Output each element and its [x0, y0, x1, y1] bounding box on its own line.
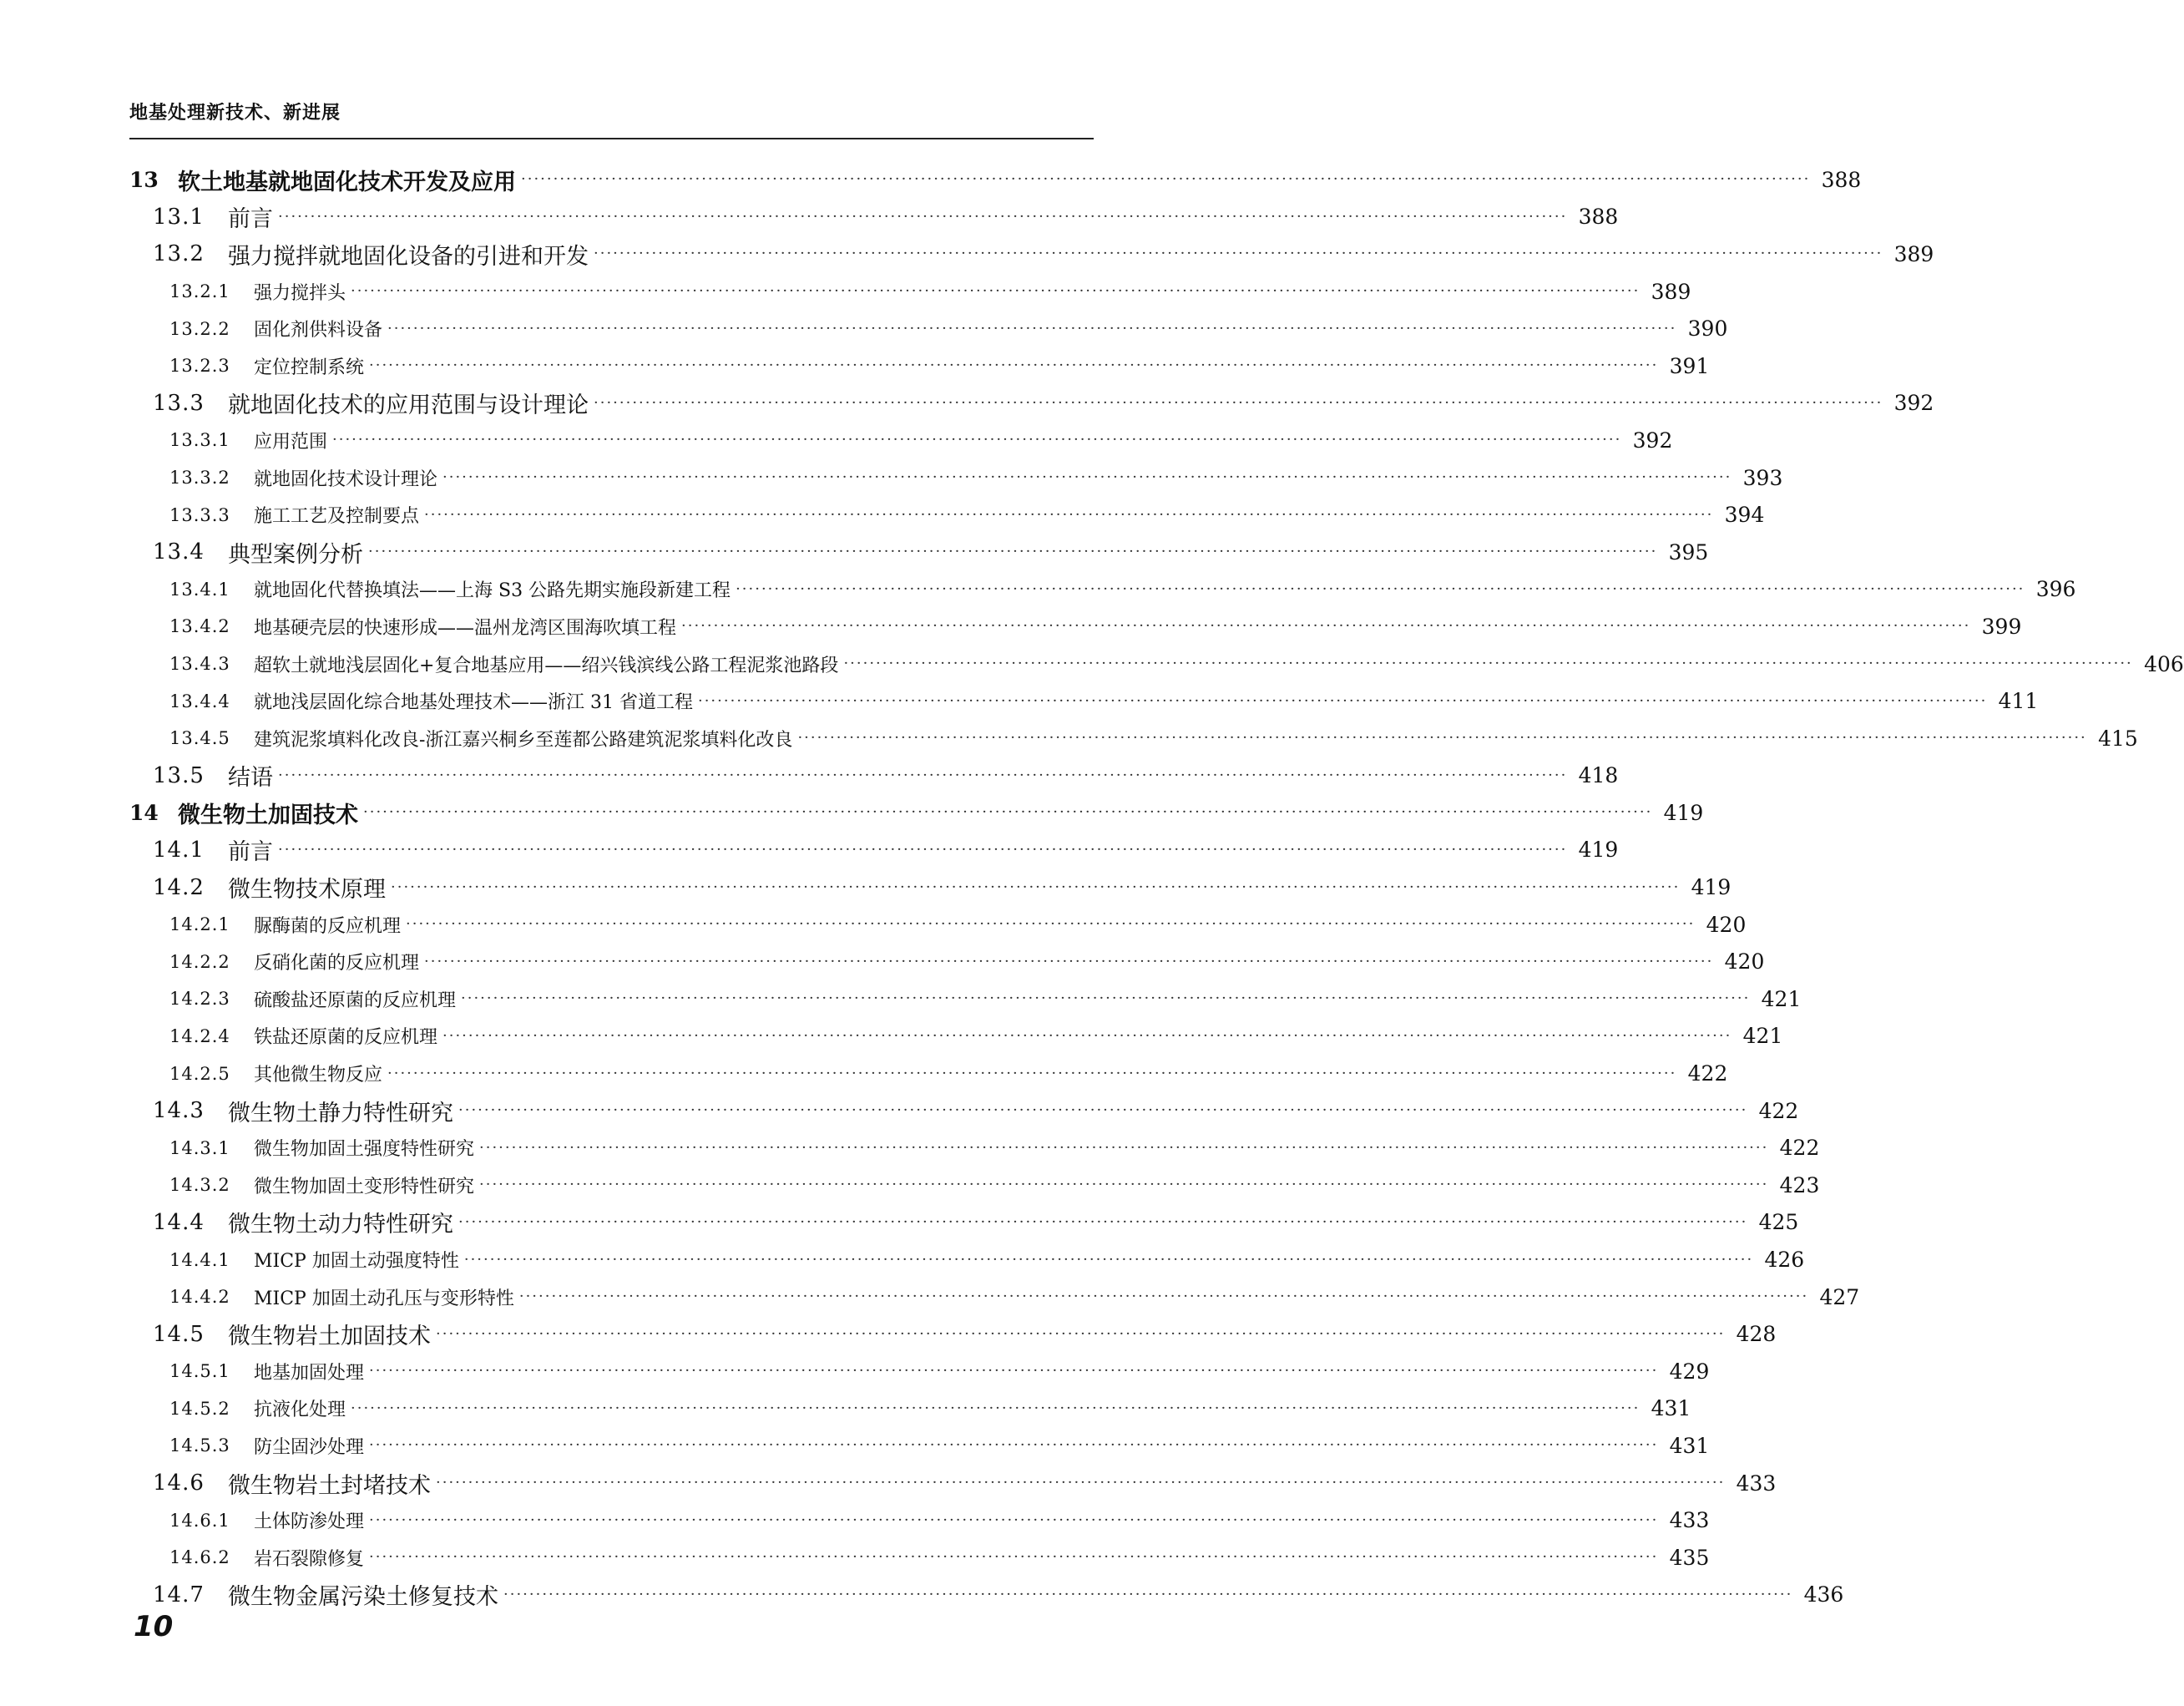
- dot-leader: ········································································································································································································: [681, 617, 1971, 635]
- toc-entry-number: 14.7: [153, 1582, 205, 1607]
- toc-entry-page: 391: [1669, 353, 1710, 378]
- toc-entry-title: 就地固化技术设计理论: [254, 468, 438, 490]
- page-number: 10: [134, 1610, 174, 1643]
- dot-leader: ········································································································································································································: [594, 393, 1883, 412]
- toc-entry-number: 13: [129, 167, 159, 192]
- toc-entry-number: 14.3.1: [169, 1137, 230, 1158]
- dot-leader: ········································································································································································································: [442, 1026, 1732, 1045]
- toc-entry-page: 415: [2098, 726, 2138, 751]
- toc-entry-title: 地基加固处理: [254, 1362, 365, 1384]
- toc-entry-page: 399: [1981, 614, 2022, 639]
- toc-entry-number: 14.2.1: [169, 914, 230, 935]
- toc-entry-title: 定位控制系统: [254, 357, 365, 378]
- toc-entry-page: 431: [1669, 1433, 1710, 1458]
- toc-entry-page: 392: [1632, 428, 1673, 453]
- toc-entry-number: 14.2.3: [169, 989, 230, 1010]
- toc-entry[interactable]: [129, 459, 1783, 497]
- toc-entry-page: 426: [1764, 1248, 1805, 1273]
- toc-entry-page: 429: [1669, 1359, 1710, 1384]
- toc-entry[interactable]: [129, 385, 1934, 423]
- dot-leader: ········································································································································································································: [369, 1436, 1659, 1455]
- toc-entry-number: 13.2.1: [169, 281, 230, 302]
- dot-leader: ········································································································································································································: [278, 207, 1568, 225]
- toc-entry-title: 其他微生物反应: [254, 1065, 383, 1086]
- toc-entry-page: 422: [1687, 1061, 1728, 1086]
- toc-entry-title: 就地浅层固化综合地基处理技术——浙江 31 省道工程: [254, 692, 693, 714]
- dot-leader: ········································································································································································································: [369, 1511, 1659, 1529]
- toc-entry-title: 微生物技术原理: [228, 877, 386, 904]
- toc-entry-page: 422: [1779, 1136, 1820, 1161]
- toc-entry-number: 13.2.2: [169, 318, 230, 339]
- toc-entry-number: 14.5.2: [169, 1398, 230, 1419]
- toc-entry-page: 393: [1742, 465, 1783, 490]
- toc-entry-page: 422: [1758, 1098, 1799, 1123]
- toc-entry[interactable]: [129, 235, 1934, 273]
- toc-entry[interactable]: [129, 1241, 1805, 1278]
- dot-leader: ········································································································································································································: [369, 1548, 1659, 1567]
- toc-entry-title: 硫酸盐还原菌的反应机理: [254, 990, 457, 1011]
- table-of-contents: [129, 161, 2184, 1613]
- dot-leader: ········································································································································································································: [736, 580, 2025, 598]
- toc-entry-page: 395: [1668, 539, 1709, 564]
- toc-entry-number: 14.3: [153, 1098, 205, 1124]
- toc-entry-number: 14.3.2: [169, 1175, 230, 1196]
- toc-entry-page: 419: [1691, 875, 1732, 900]
- toc-entry-title: 抗液化处理: [254, 1400, 346, 1421]
- toc-entry-number: 14: [129, 800, 159, 825]
- toc-entry-page: 433: [1669, 1508, 1710, 1533]
- toc-entry[interactable]: [129, 496, 1765, 534]
- toc-entry-title: 强力搅拌头: [254, 282, 346, 304]
- dot-leader: ········································································································································································································: [332, 431, 1622, 449]
- toc-entry[interactable]: [129, 422, 1673, 459]
- toc-entry-number: 13.4.3: [169, 654, 230, 675]
- toc-entry-page: 411: [1998, 689, 2039, 714]
- toc-entry[interactable]: [129, 1577, 1844, 1614]
- toc-entry[interactable]: [129, 199, 1619, 236]
- toc-entry[interactable]: [129, 1018, 1783, 1055]
- dot-leader: ········································································································································································································: [697, 691, 1988, 710]
- toc-entry-number: 14.4.1: [169, 1249, 230, 1270]
- toc-entry-number: 14.6: [153, 1471, 205, 1496]
- toc-entry[interactable]: [129, 273, 1691, 311]
- toc-entry-title: 微生物岩土加固技术: [228, 1324, 431, 1350]
- toc-entry-page: 428: [1736, 1322, 1777, 1347]
- toc-entry-number: 13.2.3: [169, 356, 230, 377]
- toc-entry[interactable]: [129, 1167, 1820, 1204]
- dot-leader: ········································································································································································································: [368, 543, 1658, 561]
- dot-leader: ········································································································································································································: [479, 1138, 1769, 1157]
- toc-entry[interactable]: [129, 1501, 1710, 1539]
- dot-leader: ········································································································································································································: [594, 245, 1883, 263]
- toc-entry-title: 微生物加固土变形特性研究: [254, 1176, 475, 1197]
- dot-leader: ········································································································································································································: [424, 952, 1714, 970]
- toc-entry-number: 14.5.1: [169, 1361, 230, 1382]
- toc-entry-number: 13.2: [153, 241, 205, 267]
- toc-entry[interactable]: [129, 906, 1747, 944]
- toc-entry-page: 420: [1706, 912, 1747, 937]
- toc-entry[interactable]: [129, 534, 1709, 571]
- dot-leader: ········································································································································································································: [387, 319, 1677, 337]
- toc-entry-number: 14.2: [153, 874, 205, 900]
- toc-entry-title: 超软土就地浅层固化+复合地基应用——绍兴钱滨线公路工程泥浆池路段: [254, 655, 839, 676]
- toc-entry-page: 389: [1893, 241, 1934, 266]
- toc-entry-page: 418: [1578, 763, 1619, 788]
- toc-entry-number: 13.4.4: [169, 691, 230, 711]
- toc-entry[interactable]: [129, 608, 2022, 645]
- toc-entry-number: 14.4.2: [169, 1287, 230, 1308]
- dot-leader: ········································································································································································································: [461, 990, 1751, 1008]
- toc-entry[interactable]: [129, 682, 2039, 720]
- dot-leader: ········································································································································································································: [363, 803, 1653, 822]
- toc-entry-title: 地基硬壳层的快速形成——温州龙湾区围海吹填工程: [254, 617, 677, 639]
- toc-entry-page: 388: [1821, 167, 1862, 192]
- toc-entry-number: 14.2.4: [169, 1025, 230, 1046]
- toc-entry-title: 土体防渗处理: [254, 1511, 365, 1533]
- toc-entry[interactable]: [129, 1278, 1860, 1316]
- toc-entry-title: 固化剂供料设备: [254, 320, 383, 342]
- dot-leader: ········································································································································································································: [278, 840, 1568, 858]
- toc-entry-number: 13.4.1: [169, 579, 230, 600]
- toc-entry-title: 脲酶菌的反应机理: [254, 915, 402, 937]
- dot-leader: ········································································································································································································: [518, 1288, 1809, 1306]
- toc-entry[interactable]: [129, 1353, 1710, 1390]
- toc-entry-page: 406: [2144, 651, 2184, 676]
- toc-entry[interactable]: [129, 645, 2184, 683]
- dot-leader: ········································································································································································································: [442, 468, 1732, 487]
- toc-entry-title: 微生物土加固技术: [178, 802, 358, 828]
- toc-entry-page: 421: [1761, 986, 1802, 1011]
- toc-entry-number: 13.4.2: [169, 616, 230, 637]
- dot-leader: ········································································································································································································: [521, 170, 1811, 189]
- toc-entry-page: 431: [1651, 1396, 1691, 1421]
- toc-entry-title: 微生物土静力特性研究: [228, 1100, 453, 1126]
- toc-entry-title: 岩石裂隙修复: [254, 1548, 365, 1570]
- dot-leader: ········································································································································································································: [458, 1212, 1748, 1231]
- toc-entry[interactable]: [129, 1129, 1820, 1167]
- toc-entry-title: 前言: [228, 839, 273, 866]
- toc-entry-page: 390: [1687, 316, 1728, 342]
- toc-entry-number: 14.4: [153, 1209, 205, 1235]
- toc-entry-page: 419: [1578, 838, 1619, 863]
- toc-entry-number: 13.4: [153, 539, 205, 565]
- toc-entry-page: 433: [1736, 1471, 1777, 1496]
- dot-leader: ········································································································································································································: [351, 282, 1641, 301]
- toc-entry[interactable]: [129, 794, 1704, 832]
- toc-entry[interactable]: [129, 832, 1619, 869]
- toc-entry[interactable]: [129, 1315, 1777, 1353]
- toc-entry-title: 建筑泥浆填料化改良-浙江嘉兴桐乡至莲都公路建筑泥浆填料化改良: [254, 729, 793, 751]
- toc-entry-number: 13.3: [153, 390, 205, 416]
- toc-entry-number: 14.2.5: [169, 1063, 230, 1084]
- toc-entry-number: 14.6.1: [169, 1510, 230, 1531]
- running-head: 地基处理新技术、新进展: [129, 103, 341, 124]
- toc-entry-number: 14.1: [153, 837, 205, 863]
- toc-entry-title: 微生物金属污染土修复技术: [228, 1584, 498, 1611]
- toc-entry[interactable]: [129, 1465, 1777, 1502]
- dot-leader: ········································································································································································································: [503, 1585, 1793, 1603]
- toc-entry-page: 425: [1758, 1210, 1799, 1235]
- dot-leader: ········································································································································································································: [436, 1324, 1726, 1343]
- toc-entry-title: 施工工艺及控制要点: [254, 506, 420, 528]
- toc-entry-number: 14.5: [153, 1321, 205, 1347]
- toc-entry-title: 微生物岩土封堵技术: [228, 1472, 431, 1499]
- toc-entry-title: 防尘固沙处理: [254, 1436, 365, 1458]
- dot-leader: ········································································································································································································: [463, 1250, 1754, 1268]
- toc-entry-title: 软土地基就地固化技术开发及应用: [178, 169, 516, 195]
- dot-leader: ········································································································································································································: [369, 1362, 1659, 1380]
- toc-entry[interactable]: [129, 571, 2076, 609]
- toc-entry-number: 13.5: [153, 762, 205, 788]
- toc-entry-number: 14.2.2: [169, 951, 230, 972]
- toc-entry-number: 14.5.3: [169, 1435, 230, 1456]
- dot-leader: ········································································································································································································: [436, 1474, 1726, 1492]
- toc-entry-number: 13.3.3: [169, 504, 230, 525]
- toc-entry[interactable]: [129, 757, 1619, 795]
- toc-entry[interactable]: [129, 980, 1802, 1018]
- dot-leader: ········································································································································································································: [797, 729, 2087, 747]
- toc-entry-page: 435: [1669, 1545, 1710, 1570]
- toc-entry-title: MICP 加固土动孔压与变形特性: [254, 1288, 514, 1309]
- toc-entry[interactable]: [129, 1092, 1799, 1130]
- toc-entry-number: 13.4.5: [169, 728, 230, 749]
- toc-entry[interactable]: [129, 161, 1862, 199]
- toc-entry[interactable]: [129, 1390, 1691, 1428]
- dot-leader: ········································································································································································································: [387, 1064, 1677, 1082]
- toc-entry[interactable]: [129, 868, 1732, 906]
- toc-entry-title: 结语: [228, 765, 273, 792]
- dot-leader: ········································································································································································································: [424, 505, 1714, 524]
- toc-entry[interactable]: [129, 310, 1728, 347]
- toc-entry-page: 392: [1893, 391, 1934, 416]
- toc-entry[interactable]: [129, 1204, 1799, 1242]
- toc-entry[interactable]: [129, 347, 1710, 385]
- toc-entry-page: 396: [2035, 577, 2076, 602]
- toc-entry-page: 394: [1724, 503, 1765, 528]
- dot-leader: ········································································································································································································: [351, 1399, 1641, 1417]
- toc-entry-page: 388: [1578, 205, 1619, 230]
- toc-entry-number: 13.3.1: [169, 430, 230, 451]
- toc-entry-number: 13.1: [153, 204, 205, 230]
- toc-entry-title: MICP 加固土动强度特性: [254, 1251, 459, 1273]
- toc-entry-page: 427: [1819, 1284, 1860, 1309]
- dot-leader: ········································································································································································································: [843, 655, 2133, 673]
- toc-entry-page: 389: [1651, 279, 1691, 304]
- toc-entry-title: 典型案例分析: [228, 541, 363, 568]
- dot-leader: ········································································································································································································: [278, 766, 1568, 784]
- toc-entry-page: 423: [1779, 1172, 1820, 1197]
- toc-entry-title: 应用范围: [254, 431, 328, 453]
- toc-entry[interactable]: [129, 1539, 1710, 1577]
- toc-entry[interactable]: [129, 1427, 1710, 1465]
- toc-entry-title: 反硝化菌的反应机理: [254, 953, 420, 974]
- dot-leader: ········································································································································································································: [391, 878, 1681, 896]
- toc-entry-number: 13.3.2: [169, 468, 230, 489]
- dot-leader: ········································································································································································································: [458, 1101, 1748, 1120]
- toc-entry-title: 铁盐还原菌的反应机理: [254, 1027, 438, 1049]
- toc-entry-page: 419: [1663, 800, 1704, 825]
- toc-entry-page: 420: [1724, 949, 1765, 974]
- header-rule: [129, 138, 1094, 139]
- toc-entry-number: 14.6.2: [169, 1547, 230, 1568]
- toc-entry-title: 就地固化技术的应用范围与设计理论: [228, 392, 589, 419]
- toc-entry-title: 强力搅拌就地固化设备的引进和开发: [228, 243, 589, 270]
- toc-entry[interactable]: [129, 1055, 1728, 1092]
- dot-leader: ········································································································································································································: [369, 357, 1659, 375]
- dot-leader: ········································································································································································································: [406, 915, 1696, 934]
- toc-entry-page: 436: [1803, 1582, 1844, 1607]
- toc-entry[interactable]: [129, 720, 2138, 757]
- toc-entry[interactable]: [129, 943, 1765, 980]
- toc-entry-page: 421: [1742, 1024, 1783, 1049]
- toc-entry-title: 就地固化代替换填法——上海 S3 公路先期实施段新建工程: [254, 580, 731, 602]
- toc-entry-title: 前言: [228, 206, 273, 233]
- toc-entry-title: 微生物土动力特性研究: [228, 1212, 453, 1238]
- toc-entry-title: 微生物加固土强度特性研究: [254, 1139, 475, 1161]
- dot-leader: ········································································································································································································: [479, 1176, 1769, 1194]
